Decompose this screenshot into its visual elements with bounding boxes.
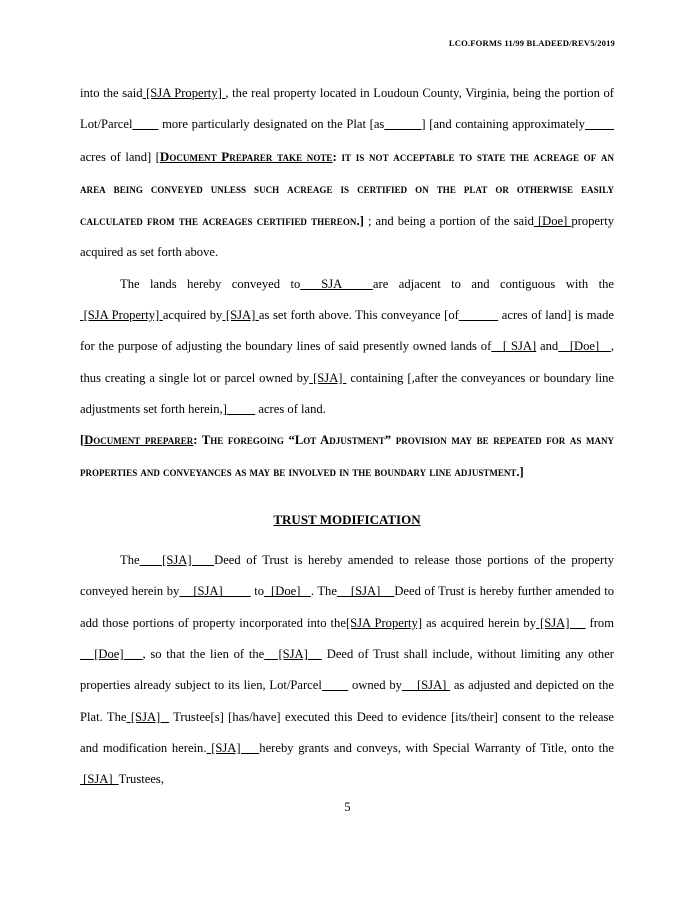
p4-text-1: The [120,553,140,568]
p4-blank-7: [Doe] [80,647,143,662]
p2-text-7: , thus creating a single lot or parcel owned by [80,339,614,385]
p1-text-7: property acquired as set forth above. [80,214,615,260]
p4-blank-4: [SJA] [336,584,395,599]
p1-blank-3 [384,117,421,131]
p3-close-bracket: ] [519,464,524,479]
p2-blank-2: [SJA Property] [80,308,163,323]
p2-text-5: acres of land] is made for the purpose of adjusting the boundary lines of said presently owned lands of [80,308,614,354]
p2-blank-5: [ SJA] [491,339,537,354]
preparer-instruction-body: : The foregoing “Lot Adjustment” provision may be repeated for as many properties and conveyances as may be involved in the boundary line adjustment. [80,433,614,479]
p4-text-2: Deed of Trust is hereby amended to release those portions of the property conveyed herein by [80,553,614,599]
section-heading-trust-modification [80,504,614,535]
p4-blank-9 [322,678,348,692]
p1-text-2: , the real property located in Loudoun County, Virginia, being the portion of Lot/Parcel [80,86,615,132]
preparer-note-body: : it is not acceptable to state the acreage of an area being conveyed unless such acreage is certified on the plat or otherwise easily calculated from the acreages certified thereon. [80,148,614,229]
p4-text-10: owned by [348,678,402,693]
p1-text-5: acres of land] [ [80,149,160,164]
p2-text-3: acquired by [162,308,223,323]
p1-text-1: into the said [80,86,143,100]
p4-text-4: . The [310,584,337,599]
p4-text-14: Trustees, [118,772,164,787]
p2-blank-6: [Doe] [558,339,611,354]
p2-blank-8 [227,402,255,416]
p4-text-6: as acquired herein by [422,615,537,630]
p4-blank-2: [SJA] [179,584,251,599]
p2-text-8: containing [,after the conveyances or boundary line adjustments set forth herein,] [80,370,614,416]
p4-blank-5: [SJA Property] [345,615,423,630]
p4-blank-11: [SJA] [126,709,170,724]
p4-blank-13: [SJA] [80,772,119,787]
p4-text-12: Trustee[s] [has/have] executed this Deed to evidence [its/their] consent to the release and modification herein. [80,709,614,755]
p4-blank-3: [Doe] [264,584,311,599]
p4-text-7: from [585,615,615,630]
p2-text-6: and [536,339,559,354]
p1-text-4: ] [and containing approximately [421,117,585,132]
p2-text-4: as set forth above. This conveyance [of [258,308,459,323]
paragraph-property-description [80,78,614,269]
p4-blank-8: [SJA] [264,647,323,662]
p4-text-9: Deed of Trust shall include, without limiting any other properties already subject to its lien, Lot/Parcel [80,647,614,693]
p4-text-13: hereby grants and conveys, with Special Warranty of Title, onto the [259,740,614,755]
p4-text-8: , so that the lien of the [142,647,265,662]
p1-text-3: more particularly designated on the Plat [as [158,117,385,132]
p2-text-9: acres of land. [255,401,326,416]
p1-text-6: ; and being a portion of the said [363,214,534,229]
page-header [80,38,615,48]
p2-blank-1: SJA [300,276,373,291]
p4-blank-6: [SJA] [536,615,586,630]
p2-blank-4 [459,308,498,322]
p4-text-11: as adjusted and depicted on the Plat. The [80,678,615,724]
paragraph-lot-adjustment [80,269,614,425]
p1-blank-2 [132,117,158,131]
preparer-instruction-label: Document preparer [84,433,194,448]
p4-blank-12: [SJA] [206,740,260,755]
p2-blank-3: [SJA] [222,308,259,323]
section-heading-text: TRUST MODIFICATION [273,511,421,527]
p2-text-1: The lands hereby conveyed to [120,276,301,291]
p2-blank-7: [SJA] [309,370,347,385]
p4-text-5: Deed of Trust is hereby further amended to add those portions of property incorporated into the [80,584,614,630]
p4-blank-10: [SJA] [401,678,451,693]
p1-blank-4 [585,117,614,131]
p4-blank-1: [SJA] [139,553,215,568]
paragraph-preparer-instruction [80,425,614,488]
p4-text-3: to [250,584,265,599]
p3-open-bracket: [ [80,433,85,448]
p2-text-2: are adjacent to and contiguous with the [372,276,614,291]
document-body [80,78,614,796]
preparer-note-close-bracket: ] [359,214,364,229]
p1-blank-1: [SJA Property] [142,86,226,100]
preparer-note-label: Document Preparer take note [159,148,333,164]
page-number: 5 [344,800,351,814]
p1-blank-5: [Doe] [533,214,572,229]
paragraph-trust-modification [80,545,614,795]
header-form-reference: LCO.FORMS 11/99 BLADEED/REV5/2019 [448,38,615,48]
